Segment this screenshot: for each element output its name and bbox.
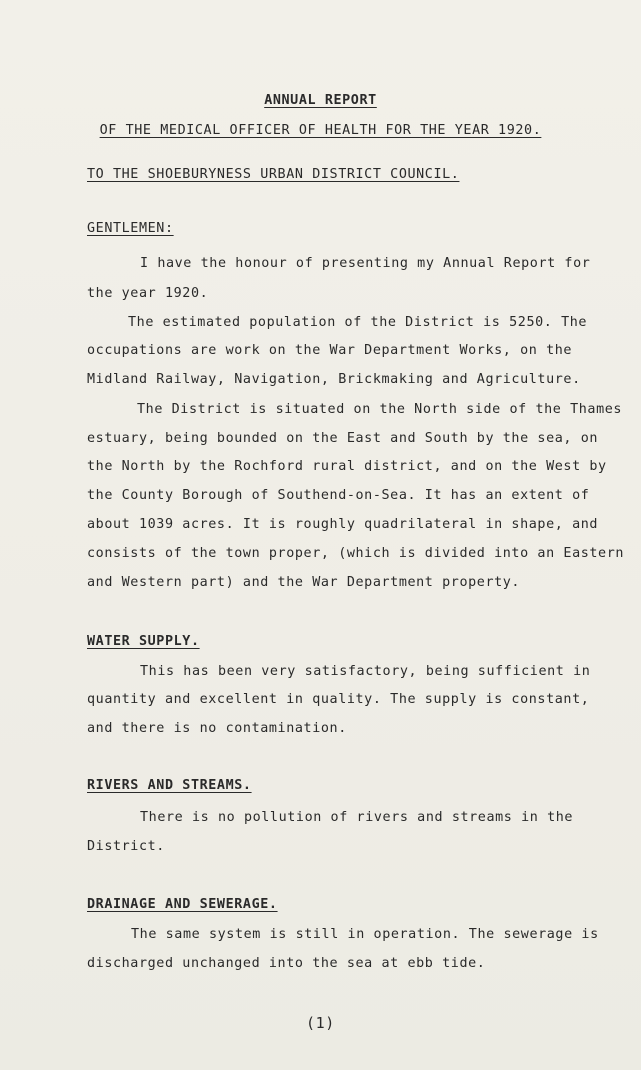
intro-p3-line-4: the County Borough of Southend-on-Sea. It has an extent of [87,488,590,503]
intro-p3-line-1: The District is situated on the North side of the Thames [137,402,623,417]
rivers-line-2: District. [87,839,165,854]
report-subtitle: OF THE MEDICAL OFFICER OF HEALTH FOR THE YEAR 1920. [99,123,542,138]
intro-p3-line-2: estuary, being bounded on the East and South by the sea, on [87,431,599,446]
intro-p2-line-3: Midland Railway, Navigation, Brickmaking and Agriculture. [87,372,581,387]
water-supply-line-2: quantity and excellent in quality. The supply is constant, [87,692,590,707]
intro-p3-line-3: the North by the Rochford rural district, and on the West by [87,459,607,474]
water-supply-heading: WATER SUPPLY. [87,634,200,649]
water-supply-line-3: and there is no contamination. [87,721,347,736]
intro-p1-line-1: I have the honour of presenting my Annual Report for [140,256,591,271]
drainage-heading: DRAINAGE AND SEWERAGE. [87,897,278,912]
intro-p2-line-2: occupations are work on the War Department Works, on the [87,343,573,358]
intro-p1-line-2: the year 1920. [87,286,209,301]
intro-p2-line-1: The estimated population of the District is 5250. The [128,315,588,330]
addressee: TO THE SHOEBURYNESS URBAN DISTRICT COUNCIL. [87,167,460,182]
intro-p3-line-7: and Western part) and the War Department property. [87,575,521,590]
drainage-line-1: The same system is still in operation. The sewerage is [131,927,599,942]
drainage-line-2: discharged unchanged into the sea at ebb tide. [87,956,486,971]
water-supply-line-1: This has been very satisfactory, being sufficient in [140,664,591,679]
intro-p3-line-5: about 1039 acres. It is roughly quadrilateral in shape, and [87,517,599,532]
rivers-line-1: There is no pollution of rivers and streams in the [140,810,574,825]
page-number: (1) [306,1014,335,1032]
intro-p3-line-6: consists of the town proper, (which is divided into an Eastern [87,546,625,561]
report-title: ANNUAL REPORT [264,93,377,108]
salutation: GENTLEMEN: [87,221,174,236]
rivers-heading: RIVERS AND STREAMS. [87,778,252,793]
